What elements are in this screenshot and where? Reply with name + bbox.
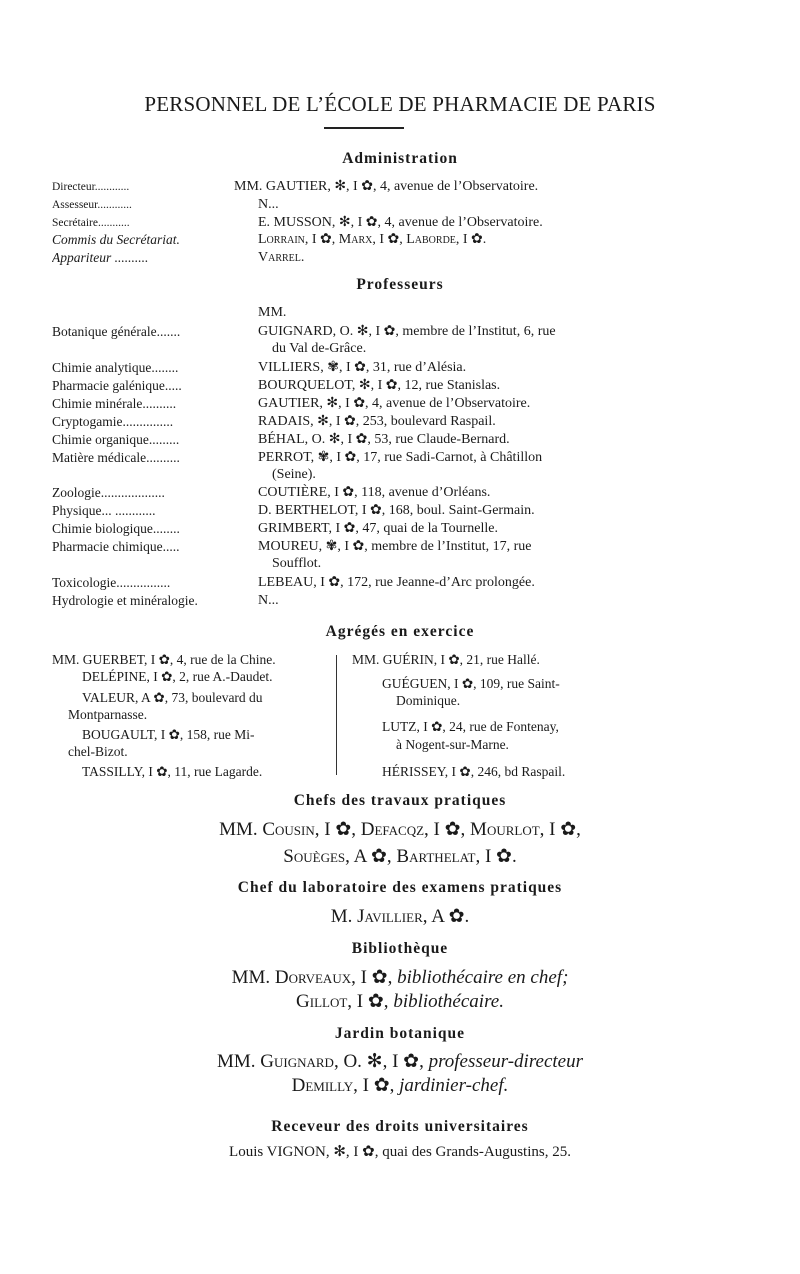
agrege-right-line: LUTZ, I ✿, 24, rue de Fontenay, <box>382 719 559 734</box>
admin-value: E. MUSSON, ✻, I ✿, 4, avenue de l’Observatoire. <box>258 215 543 230</box>
jardin-heading: Jardin botanique <box>334 1025 466 1042</box>
prof-label: Hydrologie et minéralogie. <box>52 593 198 608</box>
agrege-right-line: Dominique. <box>396 693 461 708</box>
prof-label: Physique... ............ <box>52 503 156 518</box>
jardin-name: MM. Guignard, O. ✻, I ✿, <box>217 1051 429 1072</box>
prof-label: Botanique générale....... <box>52 324 181 339</box>
prof-value: GUIGNARD, O. ✻, I ✿, membre de l’Institut, 6, rue <box>258 324 556 339</box>
agrege-left-line: VALEUR, A ✿, 73, boulevard du <box>82 690 263 705</box>
jardin-line <box>0 1074 800 1097</box>
jardin-role: jardinier-chef. <box>399 1075 509 1096</box>
bibliotheque-line <box>0 990 800 1013</box>
librarian-role: bibliothécaire en chef; <box>397 967 569 988</box>
professeurs-heading: Professeurs <box>356 276 444 293</box>
prof-label: Chimie analytique........ <box>52 360 179 375</box>
librarian-role: bibliothécaire. <box>393 991 504 1012</box>
professeurs-mm: MM. <box>258 305 287 320</box>
agrege-right-line: HÉRISSEY, I ✿, 246, bd Raspail. <box>382 764 566 779</box>
page-title: PERSONNEL DE L’ÉCOLE DE PHARMACIE DE PARIS <box>144 92 656 116</box>
admin-value: MM. GAUTIER, ✻, I ✿, 4, avenue de l’Observatoire. <box>234 179 539 194</box>
prof-value: MOUREU, ✾, I ✿, membre de l’Institut, 17, rue <box>258 539 532 554</box>
agrege-left-line: DELÉPINE, I ✿, 2, rue A.-Daudet. <box>82 669 273 684</box>
agrege-right-line: MM. GUÉRIN, I ✿, 21, rue Hallé. <box>352 652 540 667</box>
prof-value: BOURQUELOT, ✻, I ✿, 12, rue Stanislas. <box>258 378 501 393</box>
agrege-right-line: à Nogent-sur-Marne. <box>396 737 509 752</box>
admin-value: Lorrain, I ✿, Marx, I ✿, Laborde, I ✿. <box>258 232 487 247</box>
prof-value-cont: Soufflot. <box>272 556 322 571</box>
prof-label: Pharmacie galénique..... <box>52 378 182 393</box>
prof-label: Chimie organique......... <box>52 432 180 447</box>
chefs-travaux-line: MM. Cousin, I ✿, Defacqz, I ✿, Mourlot, I ✿, <box>219 819 581 840</box>
librarian-name: Gillot, I ✿, <box>296 991 394 1012</box>
prof-value: BÉHAL, O. ✻, I ✿, 53, rue Claude-Bernard. <box>258 432 510 447</box>
prof-label: Toxicologie................ <box>52 575 171 590</box>
agrege-left-line: chel-Bizot. <box>68 744 128 759</box>
admin-value: N... <box>258 197 279 212</box>
prof-value: RADAIS, ✻, I ✿, 253, boulevard Raspail. <box>258 414 496 429</box>
prof-value: GAUTIER, ✻, I ✿, 4, avenue de l’Observatoire. <box>258 396 531 411</box>
admin-value: Varrel. <box>258 250 305 265</box>
agrege-right-line: GUÉGUEN, I ✿, 109, rue Saint- <box>382 676 560 691</box>
agrege-left-line: TASSILLY, I ✿, 11, rue Lagarde. <box>82 764 263 779</box>
prof-label: Matière médicale.......... <box>52 450 180 465</box>
prof-value: COUTIÈRE, I ✿, 118, avenue d’Orléans. <box>258 485 491 500</box>
prof-label: Pharmacie chimique..... <box>52 539 180 554</box>
prof-value-cont: du Val de-Grâce. <box>272 341 367 356</box>
admin-label: Secrétaire........... <box>52 217 130 229</box>
prof-label: Cryptogamie............... <box>52 414 174 429</box>
receveur-line: Louis VIGNON, ✻, I ✿, quai des Grands-Augustins, 25. <box>229 1144 571 1160</box>
agrege-left-line: MM. GUERBET, I ✿, 4, rue de la Chine. <box>52 652 276 667</box>
receveur-heading: Receveur des droits universitaires <box>271 1118 529 1135</box>
chef-labo-heading: Chef du laboratoire des examens pratiques <box>237 879 563 896</box>
prof-value: N... <box>258 593 279 608</box>
prof-value: D. BERTHELOT, I ✿, 168, boul. Saint-Germain. <box>258 503 535 518</box>
admin-label: Directeur............ <box>52 181 130 193</box>
librarian-name: MM. Dorveaux, I ✿, <box>231 967 398 988</box>
column-divider <box>336 655 337 775</box>
prof-value: LEBEAU, I ✿, 172, rue Jeanne-d’Arc prolongée. <box>258 575 535 590</box>
prof-label: Zoologie................... <box>52 485 165 500</box>
chef-labo-line: M. Javillier, A ✿. <box>330 906 470 927</box>
agrege-left-line: Montparnasse. <box>68 707 148 722</box>
administration-heading: Administration <box>342 150 458 167</box>
prof-value: VILLIERS, ✾, I ✿, 31, rue d’Alésia. <box>258 360 467 375</box>
agrege-left-line: BOUGAULT, I ✿, 158, rue Mi- <box>82 727 255 742</box>
chefs-travaux-line: Souèges, A ✿, Barthelat, I ✿. <box>283 846 517 867</box>
admin-label: Appariteur .......... <box>52 250 149 265</box>
jardin-line <box>0 1050 800 1073</box>
prof-value-cont: (Seine). <box>272 467 316 482</box>
title-rule <box>324 127 404 129</box>
prof-value: PERROT, ✾, I ✿, 17, rue Sadi-Carnot, à Châtillon <box>258 450 543 465</box>
chefs-travaux-heading: Chefs des travaux pratiques <box>293 792 507 809</box>
prof-label: Chimie minérale.......... <box>52 396 177 411</box>
jardin-role: professeur-directeur <box>428 1051 583 1072</box>
prof-value: GRIMBERT, I ✿, 47, quai de la Tournelle. <box>258 521 498 536</box>
admin-label: Commis du Secrétariat. <box>52 232 180 247</box>
prof-label: Chimie biologique........ <box>52 521 180 536</box>
admin-label: Assesseur............ <box>52 199 132 211</box>
bibliotheque-line <box>0 966 800 989</box>
agreges-heading: Agrégés en exercice <box>325 623 475 640</box>
bibliotheque-heading: Bibliothèque <box>351 940 449 957</box>
jardin-name: Demilly, I ✿, <box>291 1075 400 1096</box>
